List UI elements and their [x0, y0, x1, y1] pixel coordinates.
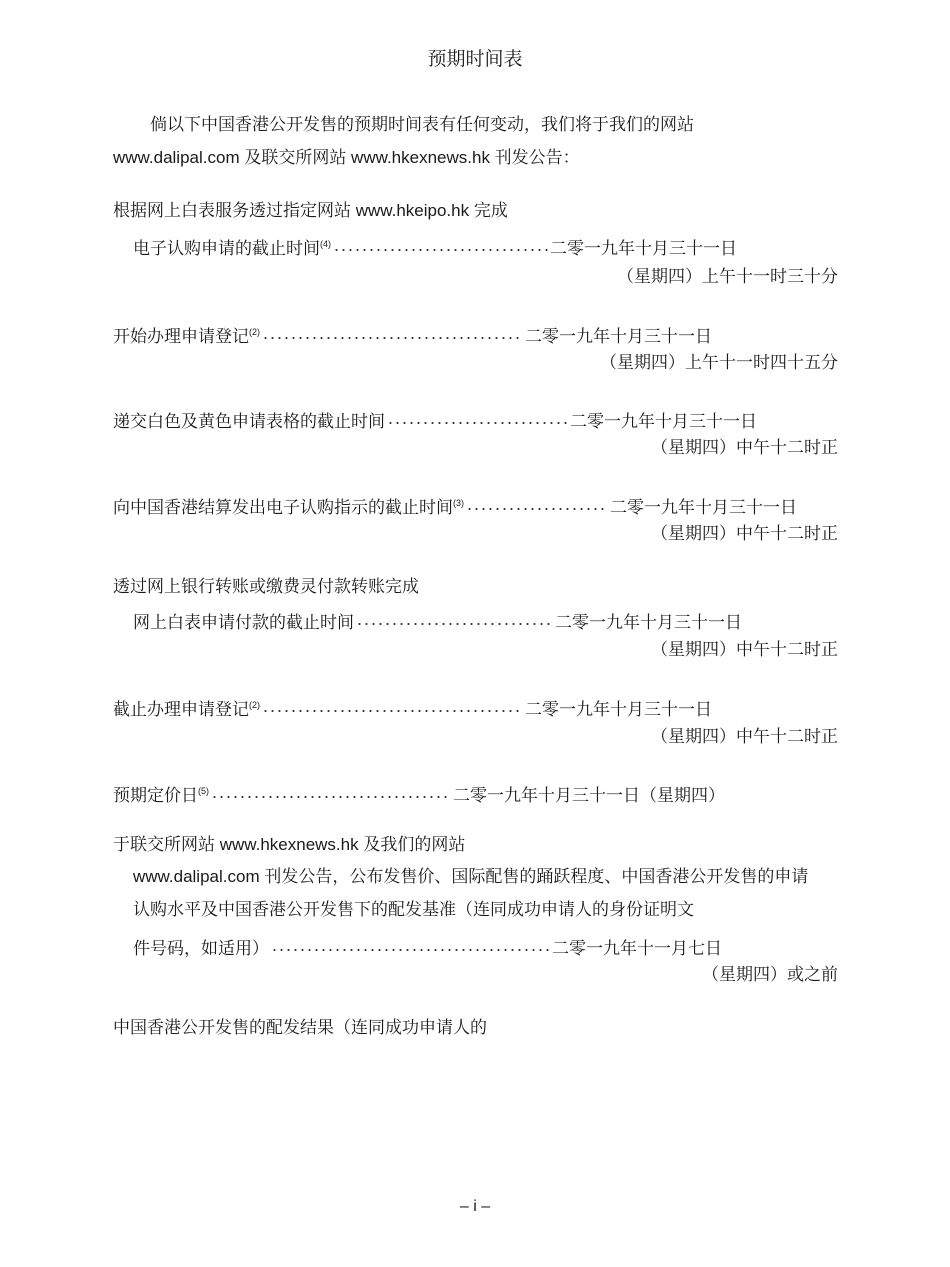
entry-date: 二零一九年十月三十一日 — [525, 327, 712, 346]
timetable-entry — [113, 405, 757, 431]
intro-line-1: 倘以下中国香港公开发售的预期时间表有任何变动，我们将于我们的网站 — [150, 115, 694, 134]
timetable-entry — [133, 232, 737, 258]
entry-label: 开始办理申请登记$^{(2)}$ — [113, 327, 260, 346]
dot-leader — [262, 320, 523, 342]
entry-heading: 于联交所网站 www.hkexnews.hk 及我们的网站 — [113, 835, 466, 854]
timetable-entry — [113, 693, 712, 719]
dot-leader — [271, 932, 550, 954]
entry-time: （星期四）上午十一时三十分 — [617, 267, 838, 286]
entry-date: 二零一九年十月三十一日 — [550, 239, 737, 258]
entry-label: 电子认购申请的截止时间$^{(4)}$ — [133, 239, 331, 258]
entry-time: （星期四）中午十二时正 — [651, 727, 838, 746]
entry-time: （星期四）或之前 — [702, 965, 838, 984]
entry-label: 递交白色及黄色申请表格的截止时间 — [113, 412, 385, 431]
entry-text-line: 认购水平及中国香港公开发售下的配发基准（连同成功申请人的身份证明文 — [133, 900, 694, 919]
dot-leader — [387, 405, 568, 427]
dot-leader — [211, 779, 451, 801]
entry-label: 件号码，如适用） — [133, 939, 269, 958]
entry-date: 二零一九年十月三十一日 — [610, 498, 797, 517]
page-title: 预期时间表 — [427, 49, 523, 70]
dot-leader — [333, 232, 548, 254]
timetable-entry — [133, 932, 722, 958]
page-number: – i – — [459, 1198, 491, 1215]
entry-heading: 中国香港公开发售的配发结果（连同成功申请人的 — [113, 1018, 487, 1037]
entry-date: 二零一九年十一月七日 — [552, 939, 722, 958]
entry-time: （星期四）中午十二时正 — [651, 438, 838, 457]
entry-label: 网上白表申请付款的截止时间 — [133, 613, 354, 632]
dot-leader — [262, 693, 523, 715]
entry-heading: 透过网上银行转账或缴费灵付款转账完成 — [113, 577, 419, 596]
entry-date: 二零一九年十月三十一日 — [570, 412, 757, 431]
timetable-entry — [113, 779, 725, 805]
entry-time: （星期四）上午十一时四十五分 — [600, 353, 838, 372]
entry-date: 二零一九年十月三十一日 — [525, 700, 712, 719]
timetable-entry — [133, 606, 742, 632]
entry-time: （星期四）中午十二时正 — [651, 640, 838, 659]
timetable-entry — [113, 491, 797, 517]
entry-text-line: www.dalipal.com 刊发公告，公布发售价、国际配售的踊跃程度、中国香港公开发售的申请 — [133, 867, 809, 886]
entry-label: 向中国香港结算发出电子认购指示的截止时间$^{(3)}$ — [113, 498, 464, 517]
entry-date: 二零一九年十月三十一日（星期四） — [453, 786, 725, 805]
timetable-entry — [113, 320, 712, 346]
entry-label: 截止办理申请登记$^{(2)}$ — [113, 700, 260, 719]
entry-label: 预期定价日$^{(5)}$ — [113, 786, 209, 805]
dot-leader — [466, 491, 608, 513]
intro-line-2: www.dalipal.com 及联交所网站 www.hkexnews.hk 刊发公告： — [113, 148, 580, 167]
entry-date: 二零一九年十月三十一日 — [555, 613, 742, 632]
entry-time: （星期四）中午十二时正 — [651, 524, 838, 543]
dot-leader — [356, 606, 553, 628]
entry-heading: 根据网上白表服务透过指定网站 www.hkeipo.hk 完成 — [113, 201, 508, 220]
